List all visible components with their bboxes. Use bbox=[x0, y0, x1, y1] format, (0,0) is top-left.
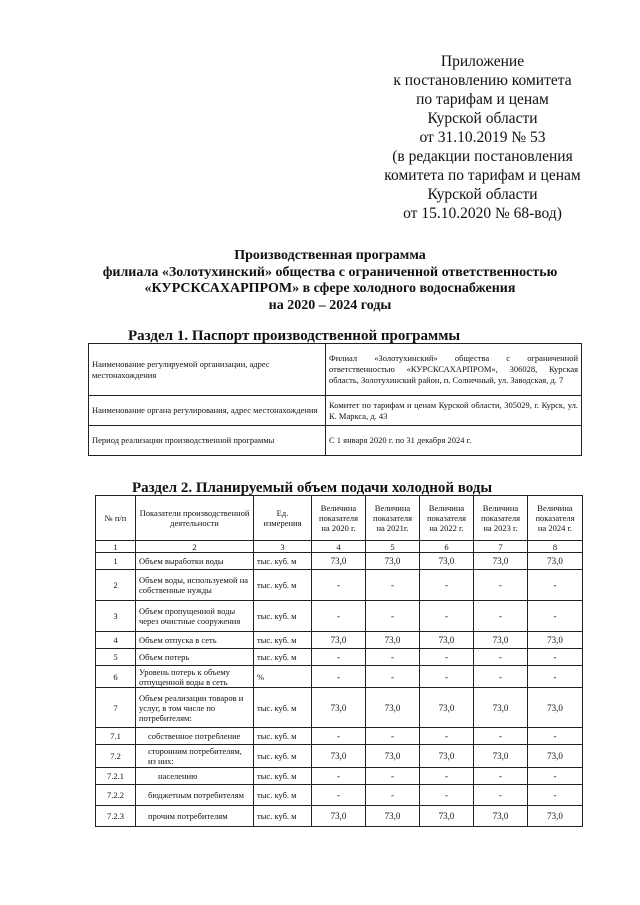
row-value: 73,0 bbox=[420, 553, 474, 570]
row-value: 73,0 bbox=[528, 806, 583, 827]
row-value: - bbox=[312, 649, 366, 666]
row-indicator: собственное потребление bbox=[136, 728, 254, 745]
row-value: - bbox=[420, 785, 474, 806]
row-number: 7.1 bbox=[96, 728, 136, 745]
passport-label: Наименование регулируемой организации, адрес местонахождения bbox=[89, 344, 326, 396]
row-value: - bbox=[366, 601, 420, 632]
row-number: 2 bbox=[96, 570, 136, 601]
row-value: 73,0 bbox=[528, 688, 583, 728]
column-number: 5 bbox=[366, 541, 420, 553]
header-2020: Величина показателя на 2020 г. bbox=[312, 496, 366, 541]
row-value: 73,0 bbox=[474, 806, 528, 827]
row-value: 73,0 bbox=[528, 632, 583, 649]
passport-value: С 1 января 2020 г. по 31 декабря 2024 г. bbox=[326, 426, 582, 456]
header-2023: Величина показателя на 2023 г. bbox=[474, 496, 528, 541]
row-value: - bbox=[528, 601, 583, 632]
row-value: 73,0 bbox=[420, 806, 474, 827]
row-indicator: Объем потерь bbox=[136, 649, 254, 666]
row-number: 7.2.2 bbox=[96, 785, 136, 806]
row-value: 73,0 bbox=[528, 745, 583, 768]
table-row bbox=[96, 601, 583, 632]
table-row bbox=[96, 785, 583, 806]
table-row bbox=[89, 344, 582, 396]
passport-value: Филиал «Золотухинский» общества с ограниченной ответственностью «КУРСКСАХАРПРОМ», 306028, Курская область, Золотухинский район, п. Солнечный, ул. Заводская, д. 7 bbox=[326, 344, 582, 396]
row-value: 73,0 bbox=[312, 553, 366, 570]
row-indicator: населению bbox=[136, 768, 254, 785]
table-row bbox=[89, 396, 582, 426]
row-value: 73,0 bbox=[528, 553, 583, 570]
row-value: - bbox=[420, 570, 474, 601]
row-unit: тыс. куб. м bbox=[254, 728, 312, 745]
row-value: 73,0 bbox=[312, 632, 366, 649]
row-number: 6 bbox=[96, 666, 136, 688]
row-value: 73,0 bbox=[366, 806, 420, 827]
row-indicator: Объем пропущенной воды через очистные сооружения bbox=[136, 601, 254, 632]
title-line: «КУРСКСАХАРПРОМ» в сфере холодного водоснабжения bbox=[144, 281, 516, 296]
column-number: 1 bbox=[96, 541, 136, 553]
title-line: на 2020 – 2024 годы bbox=[268, 297, 392, 313]
row-value: 73,0 bbox=[312, 745, 366, 768]
row-value: - bbox=[366, 649, 420, 666]
column-number: 2 bbox=[136, 541, 254, 553]
row-value: - bbox=[528, 570, 583, 601]
section1-heading: Раздел 1. Паспорт производственной программы bbox=[128, 328, 461, 344]
row-value: 73,0 bbox=[312, 688, 366, 728]
passport-value: Комитет по тарифам и ценам Курской области, 305029, г. Курск, ул. К. Маркса, д. 43 bbox=[326, 396, 582, 426]
row-unit: тыс. куб. м bbox=[254, 688, 312, 728]
row-indicator: бюджетным потребителям bbox=[136, 785, 254, 806]
column-number: 3 bbox=[254, 541, 312, 553]
row-value: 73,0 bbox=[366, 745, 420, 768]
appendix-line: от 31.10.2019 № 53 bbox=[419, 129, 546, 146]
row-indicator: Объем воды, используемой на собственные нужды bbox=[136, 570, 254, 601]
title-line: филиала «Золотухинский» общества с ограниченной ответственностью bbox=[102, 264, 558, 280]
row-value: 73,0 bbox=[312, 806, 366, 827]
row-number: 3 bbox=[96, 601, 136, 632]
appendix-line: Курской области bbox=[427, 110, 538, 127]
row-value: 73,0 bbox=[366, 688, 420, 728]
row-value: - bbox=[312, 570, 366, 601]
row-number: 7.2.1 bbox=[96, 768, 136, 785]
row-unit: тыс. куб. м bbox=[254, 745, 312, 768]
row-value: - bbox=[366, 768, 420, 785]
header-num: № п/п bbox=[96, 496, 136, 541]
row-unit: тыс. куб. м bbox=[254, 768, 312, 785]
row-value: - bbox=[366, 666, 420, 688]
row-value: - bbox=[474, 768, 528, 785]
table-row bbox=[96, 553, 583, 570]
row-unit: % bbox=[254, 666, 312, 688]
row-value: - bbox=[420, 666, 474, 688]
table-row bbox=[96, 666, 583, 688]
row-unit: тыс. куб. м bbox=[254, 806, 312, 827]
row-unit: тыс. куб. м bbox=[254, 632, 312, 649]
row-value: - bbox=[312, 785, 366, 806]
title-line: Производственная программа bbox=[234, 248, 426, 263]
row-indicator: Объем реализации товаров и услуг, в том числе по потребителям: bbox=[136, 688, 254, 728]
header-indicator: Показатели производственной деятельности bbox=[136, 496, 254, 541]
table-row bbox=[89, 426, 582, 456]
appendix-line: Курской области bbox=[427, 186, 538, 203]
row-value: - bbox=[420, 728, 474, 745]
column-number-row bbox=[96, 541, 583, 553]
table-row bbox=[96, 745, 583, 768]
table-row bbox=[96, 570, 583, 601]
section2-heading: Раздел 2. Планируемый объем подачи холодной воды bbox=[132, 480, 493, 496]
row-value: 73,0 bbox=[474, 553, 528, 570]
row-value: - bbox=[312, 728, 366, 745]
passport-table bbox=[88, 343, 582, 456]
row-value: - bbox=[528, 666, 583, 688]
appendix-line: Приложение bbox=[440, 53, 525, 70]
appendix-line: комитета по тарифам и ценам bbox=[384, 167, 581, 184]
row-unit: тыс. куб. м bbox=[254, 570, 312, 601]
row-unit: тыс. куб. м bbox=[254, 553, 312, 570]
row-value: - bbox=[366, 570, 420, 601]
row-value: 73,0 bbox=[420, 632, 474, 649]
plan-table-body bbox=[96, 553, 583, 827]
row-value: - bbox=[528, 768, 583, 785]
row-value: - bbox=[420, 768, 474, 785]
row-number: 4 bbox=[96, 632, 136, 649]
row-value: 73,0 bbox=[474, 745, 528, 768]
header-2024: Величина показателя на 2024 г. bbox=[528, 496, 583, 541]
row-value: - bbox=[474, 570, 528, 601]
row-value: - bbox=[366, 785, 420, 806]
row-indicator: прочим потребителям bbox=[136, 806, 254, 827]
row-indicator: Объем отпуска в сеть bbox=[136, 632, 254, 649]
column-number: 8 bbox=[528, 541, 583, 553]
appendix-line: (в редакции постановления bbox=[392, 148, 573, 165]
row-value: - bbox=[420, 649, 474, 666]
column-number: 6 bbox=[420, 541, 474, 553]
row-value: - bbox=[474, 728, 528, 745]
table-row bbox=[96, 649, 583, 666]
row-number: 1 bbox=[96, 553, 136, 570]
table-row bbox=[96, 688, 583, 728]
header-2022: Величина показателя на 2022 г. bbox=[420, 496, 474, 541]
table-row bbox=[96, 768, 583, 785]
row-value: - bbox=[312, 768, 366, 785]
row-value: 73,0 bbox=[420, 688, 474, 728]
header-2021: Величина показателя на 2021г. bbox=[366, 496, 420, 541]
row-value: - bbox=[474, 601, 528, 632]
row-unit: тыс. куб. м bbox=[254, 601, 312, 632]
row-indicator: Объем выработки воды bbox=[136, 553, 254, 570]
document-title bbox=[70, 248, 590, 314]
row-number: 7.2.3 bbox=[96, 806, 136, 827]
row-value: - bbox=[474, 785, 528, 806]
appendix-line: от 15.10.2020 № 68-вод) bbox=[403, 205, 562, 222]
appendix-line: к постановлению комитета bbox=[393, 72, 572, 89]
row-value: - bbox=[420, 601, 474, 632]
column-number: 7 bbox=[474, 541, 528, 553]
passport-label: Период реализации производственной программы bbox=[89, 426, 326, 456]
row-indicator: Уровень потерь к объему отпущенной воды в сеть bbox=[136, 666, 254, 688]
table-row bbox=[96, 632, 583, 649]
row-value: - bbox=[528, 728, 583, 745]
row-value: 73,0 bbox=[474, 688, 528, 728]
row-value: - bbox=[474, 649, 528, 666]
header-unit: Ед. измерения bbox=[254, 496, 312, 541]
plan-table bbox=[95, 495, 583, 827]
row-number: 7.2 bbox=[96, 745, 136, 768]
row-value: - bbox=[528, 649, 583, 666]
row-number: 5 bbox=[96, 649, 136, 666]
row-unit: тыс. куб. м bbox=[254, 649, 312, 666]
column-number: 4 bbox=[312, 541, 366, 553]
table-row bbox=[96, 728, 583, 745]
row-number: 7 bbox=[96, 688, 136, 728]
row-value: - bbox=[366, 728, 420, 745]
row-value: - bbox=[312, 666, 366, 688]
row-value: 73,0 bbox=[420, 745, 474, 768]
row-value: 73,0 bbox=[474, 632, 528, 649]
row-value: - bbox=[474, 666, 528, 688]
row-value: - bbox=[312, 601, 366, 632]
passport-label: Наименование органа регулирования, адрес местонахождения bbox=[89, 396, 326, 426]
table-header-row bbox=[96, 496, 583, 541]
row-unit: тыс. куб. м bbox=[254, 785, 312, 806]
row-indicator: сторонним потребителям, из них: bbox=[136, 745, 254, 768]
appendix-header bbox=[360, 52, 605, 223]
table-row bbox=[96, 806, 583, 827]
row-value: 73,0 bbox=[366, 553, 420, 570]
appendix-line: по тарифам и ценам bbox=[416, 91, 549, 108]
row-value: - bbox=[528, 785, 583, 806]
row-value: 73,0 bbox=[366, 632, 420, 649]
